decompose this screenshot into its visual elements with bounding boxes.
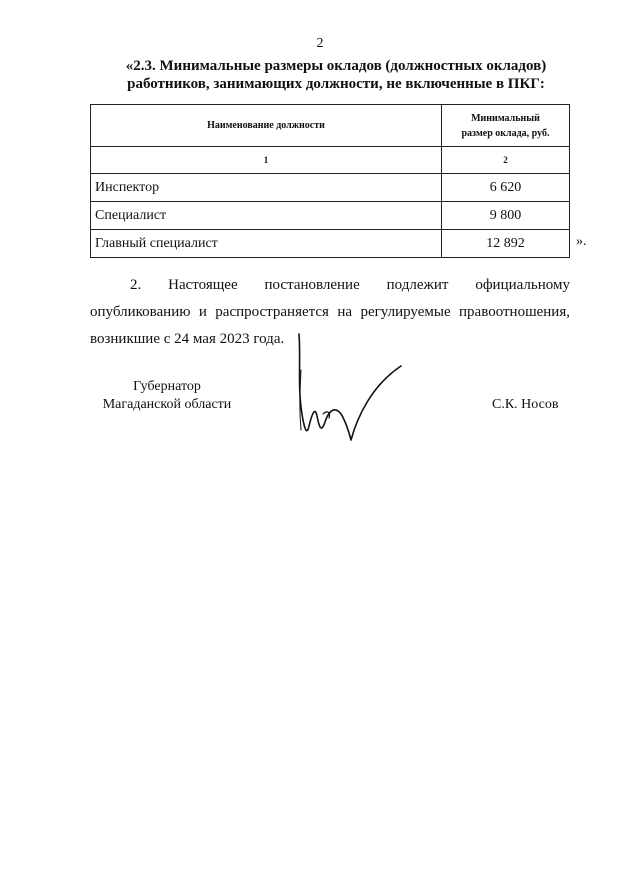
- header-position-name: Наименование должности: [91, 105, 442, 147]
- column-number-2: 2: [442, 147, 570, 174]
- salary-table: [90, 104, 570, 258]
- table-row: [91, 202, 570, 230]
- paragraph-2: 2. Настоящее постановление подлежит официальному опубликованию и распространяется на регулируемые правоотношения, возникшие с 24 мая 2023 года.: [90, 277, 570, 347]
- header-salary-line-1: Минимальный: [471, 112, 540, 124]
- page-number: 2: [316, 36, 324, 51]
- column-number-row: [91, 147, 570, 174]
- signatory-title: [92, 378, 242, 414]
- position-name: Специалист: [91, 202, 442, 230]
- position-name: Инспектор: [91, 174, 442, 202]
- section-heading: [96, 57, 576, 93]
- heading-line-1: «2.3. Минимальные размеры окладов (должностных окладов): [125, 58, 547, 74]
- closing-quote: ».: [576, 234, 587, 249]
- header-salary-line-2: размер оклада, руб.: [461, 127, 550, 139]
- table-row: [91, 174, 570, 202]
- table-row: [91, 230, 570, 258]
- table-header-row: [91, 105, 570, 147]
- salary-value: 12 892: [442, 230, 570, 258]
- signatory-title-line-2: Магаданской области: [102, 397, 232, 412]
- heading-line-2: работников, занимающих должности, не включенные в ПКГ:: [127, 76, 545, 92]
- signatory-title-line-1: Губернатор: [133, 379, 201, 394]
- salary-value: 6 620: [442, 174, 570, 202]
- column-number-1: 1: [91, 147, 442, 174]
- salary-value: 9 800: [442, 202, 570, 230]
- header-min-salary: [442, 105, 570, 147]
- signatory-name: С.К. Носов: [492, 397, 559, 412]
- position-name: Главный специалист: [91, 230, 442, 258]
- handwritten-signature: [285, 330, 415, 450]
